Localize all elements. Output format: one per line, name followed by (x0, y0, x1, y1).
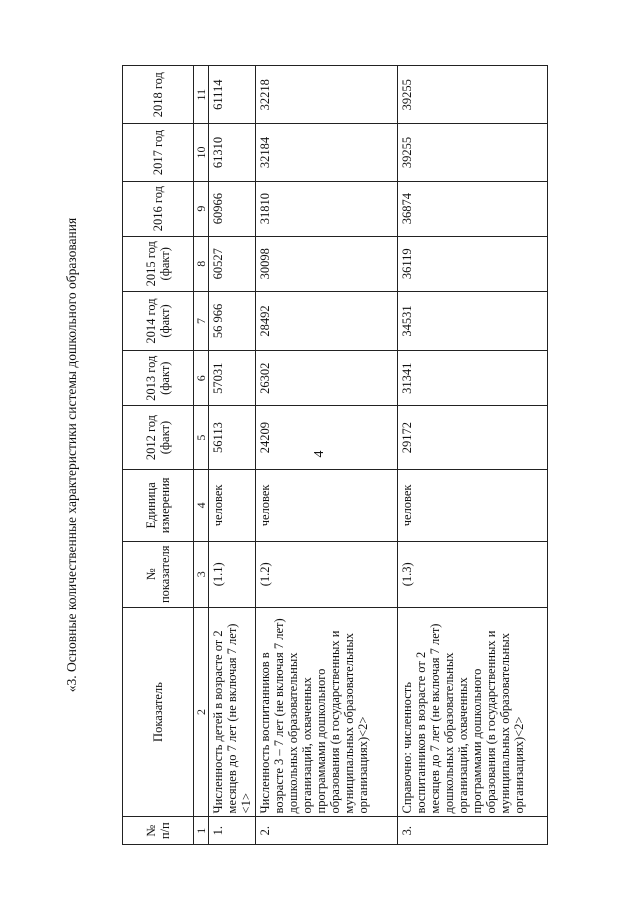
colnum: 3 (194, 541, 209, 607)
value-2015: 30098 (256, 236, 398, 291)
header-num: № п/п (123, 817, 194, 845)
value-2017: 39255 (398, 124, 548, 181)
colnum: 2 (194, 607, 209, 817)
value-2013: 31341 (398, 351, 548, 406)
indicator-code: (1.3) (398, 541, 548, 607)
header-unit: Единица измерения (123, 469, 194, 541)
value-2012: 24209 (256, 406, 398, 470)
colnum: 5 (194, 406, 209, 470)
column-number-row (194, 66, 209, 845)
row-num: 3. (398, 817, 548, 845)
indicator-name: Численность детей в возрасте от 2 месяцев до 7 лет (не включая 7 лет)<1> (209, 607, 256, 817)
table-row (398, 66, 548, 845)
header-2014: 2014 год (факт) (123, 291, 194, 350)
row-num: 2. (256, 817, 398, 845)
colnum: 1 (194, 817, 209, 845)
value-2014: 28492 (256, 291, 398, 350)
indicator-name: Справочно: численность воспитанников в возрасте от 2 месяцев до 7 лет (не включая 7 лет) дошкольных образовательных организаций, охваченных программами дошкольного образования (в государственных и муниципальных образовательных организациях)<2> (398, 607, 548, 817)
header-2015: 2015 год (факт) (123, 236, 194, 291)
colnum: 11 (194, 66, 209, 124)
value-2018: 61114 (209, 66, 256, 124)
header-code: № показателя (123, 541, 194, 607)
indicator-code: (1.1) (209, 541, 256, 607)
colnum: 9 (194, 181, 209, 236)
header-2017: 2017 год (123, 124, 194, 181)
table-row (256, 66, 398, 845)
page-number: 4 (312, 450, 327, 458)
value-2017: 61310 (209, 124, 256, 181)
value-2018: 32218 (256, 66, 398, 124)
value-2012: 56113 (209, 406, 256, 470)
colnum: 4 (194, 469, 209, 541)
unit: человек (398, 469, 548, 541)
value-2013: 26302 (256, 351, 398, 406)
unit: человек (256, 469, 398, 541)
indicator-name: Численность воспитанников в возрасте 3 – 7 лет (не включая 7 лет) дошкольных образовательных организаций, охваченных программами дошкольного образования (в государственных и муниципальных образовательных организациях)<2> (256, 607, 398, 817)
header-2016: 2016 год (123, 181, 194, 236)
value-2018: 39255 (398, 66, 548, 124)
value-2015: 60527 (209, 236, 256, 291)
header-2012: 2012 год (факт) (123, 406, 194, 470)
colnum: 6 (194, 351, 209, 406)
table-row (209, 66, 256, 845)
value-2016: 36874 (398, 181, 548, 236)
header-2018: 2018 год (123, 66, 194, 124)
indicator-code: (1.2) (256, 541, 398, 607)
value-2016: 60966 (209, 181, 256, 236)
colnum: 8 (194, 236, 209, 291)
colnum: 10 (194, 124, 209, 181)
header-2013: 2013 год (факт) (123, 351, 194, 406)
value-2014: 56 966 (209, 291, 256, 350)
value-2017: 32184 (256, 124, 398, 181)
indicators-table (122, 65, 548, 845)
value-2016: 31810 (256, 181, 398, 236)
colnum: 7 (194, 291, 209, 350)
row-num: 1. (209, 817, 256, 845)
value-2014: 34531 (398, 291, 548, 350)
rotated-table-wrapper (122, 65, 526, 845)
header-row (123, 66, 194, 845)
unit: человек (209, 469, 256, 541)
value-2013: 57031 (209, 351, 256, 406)
value-2012: 29172 (398, 406, 548, 470)
value-2015: 36119 (398, 236, 548, 291)
section-title: «3. Основные количественные характеристики системы дошкольного образования (64, 217, 79, 693)
header-indicator: Показатель (123, 607, 194, 817)
